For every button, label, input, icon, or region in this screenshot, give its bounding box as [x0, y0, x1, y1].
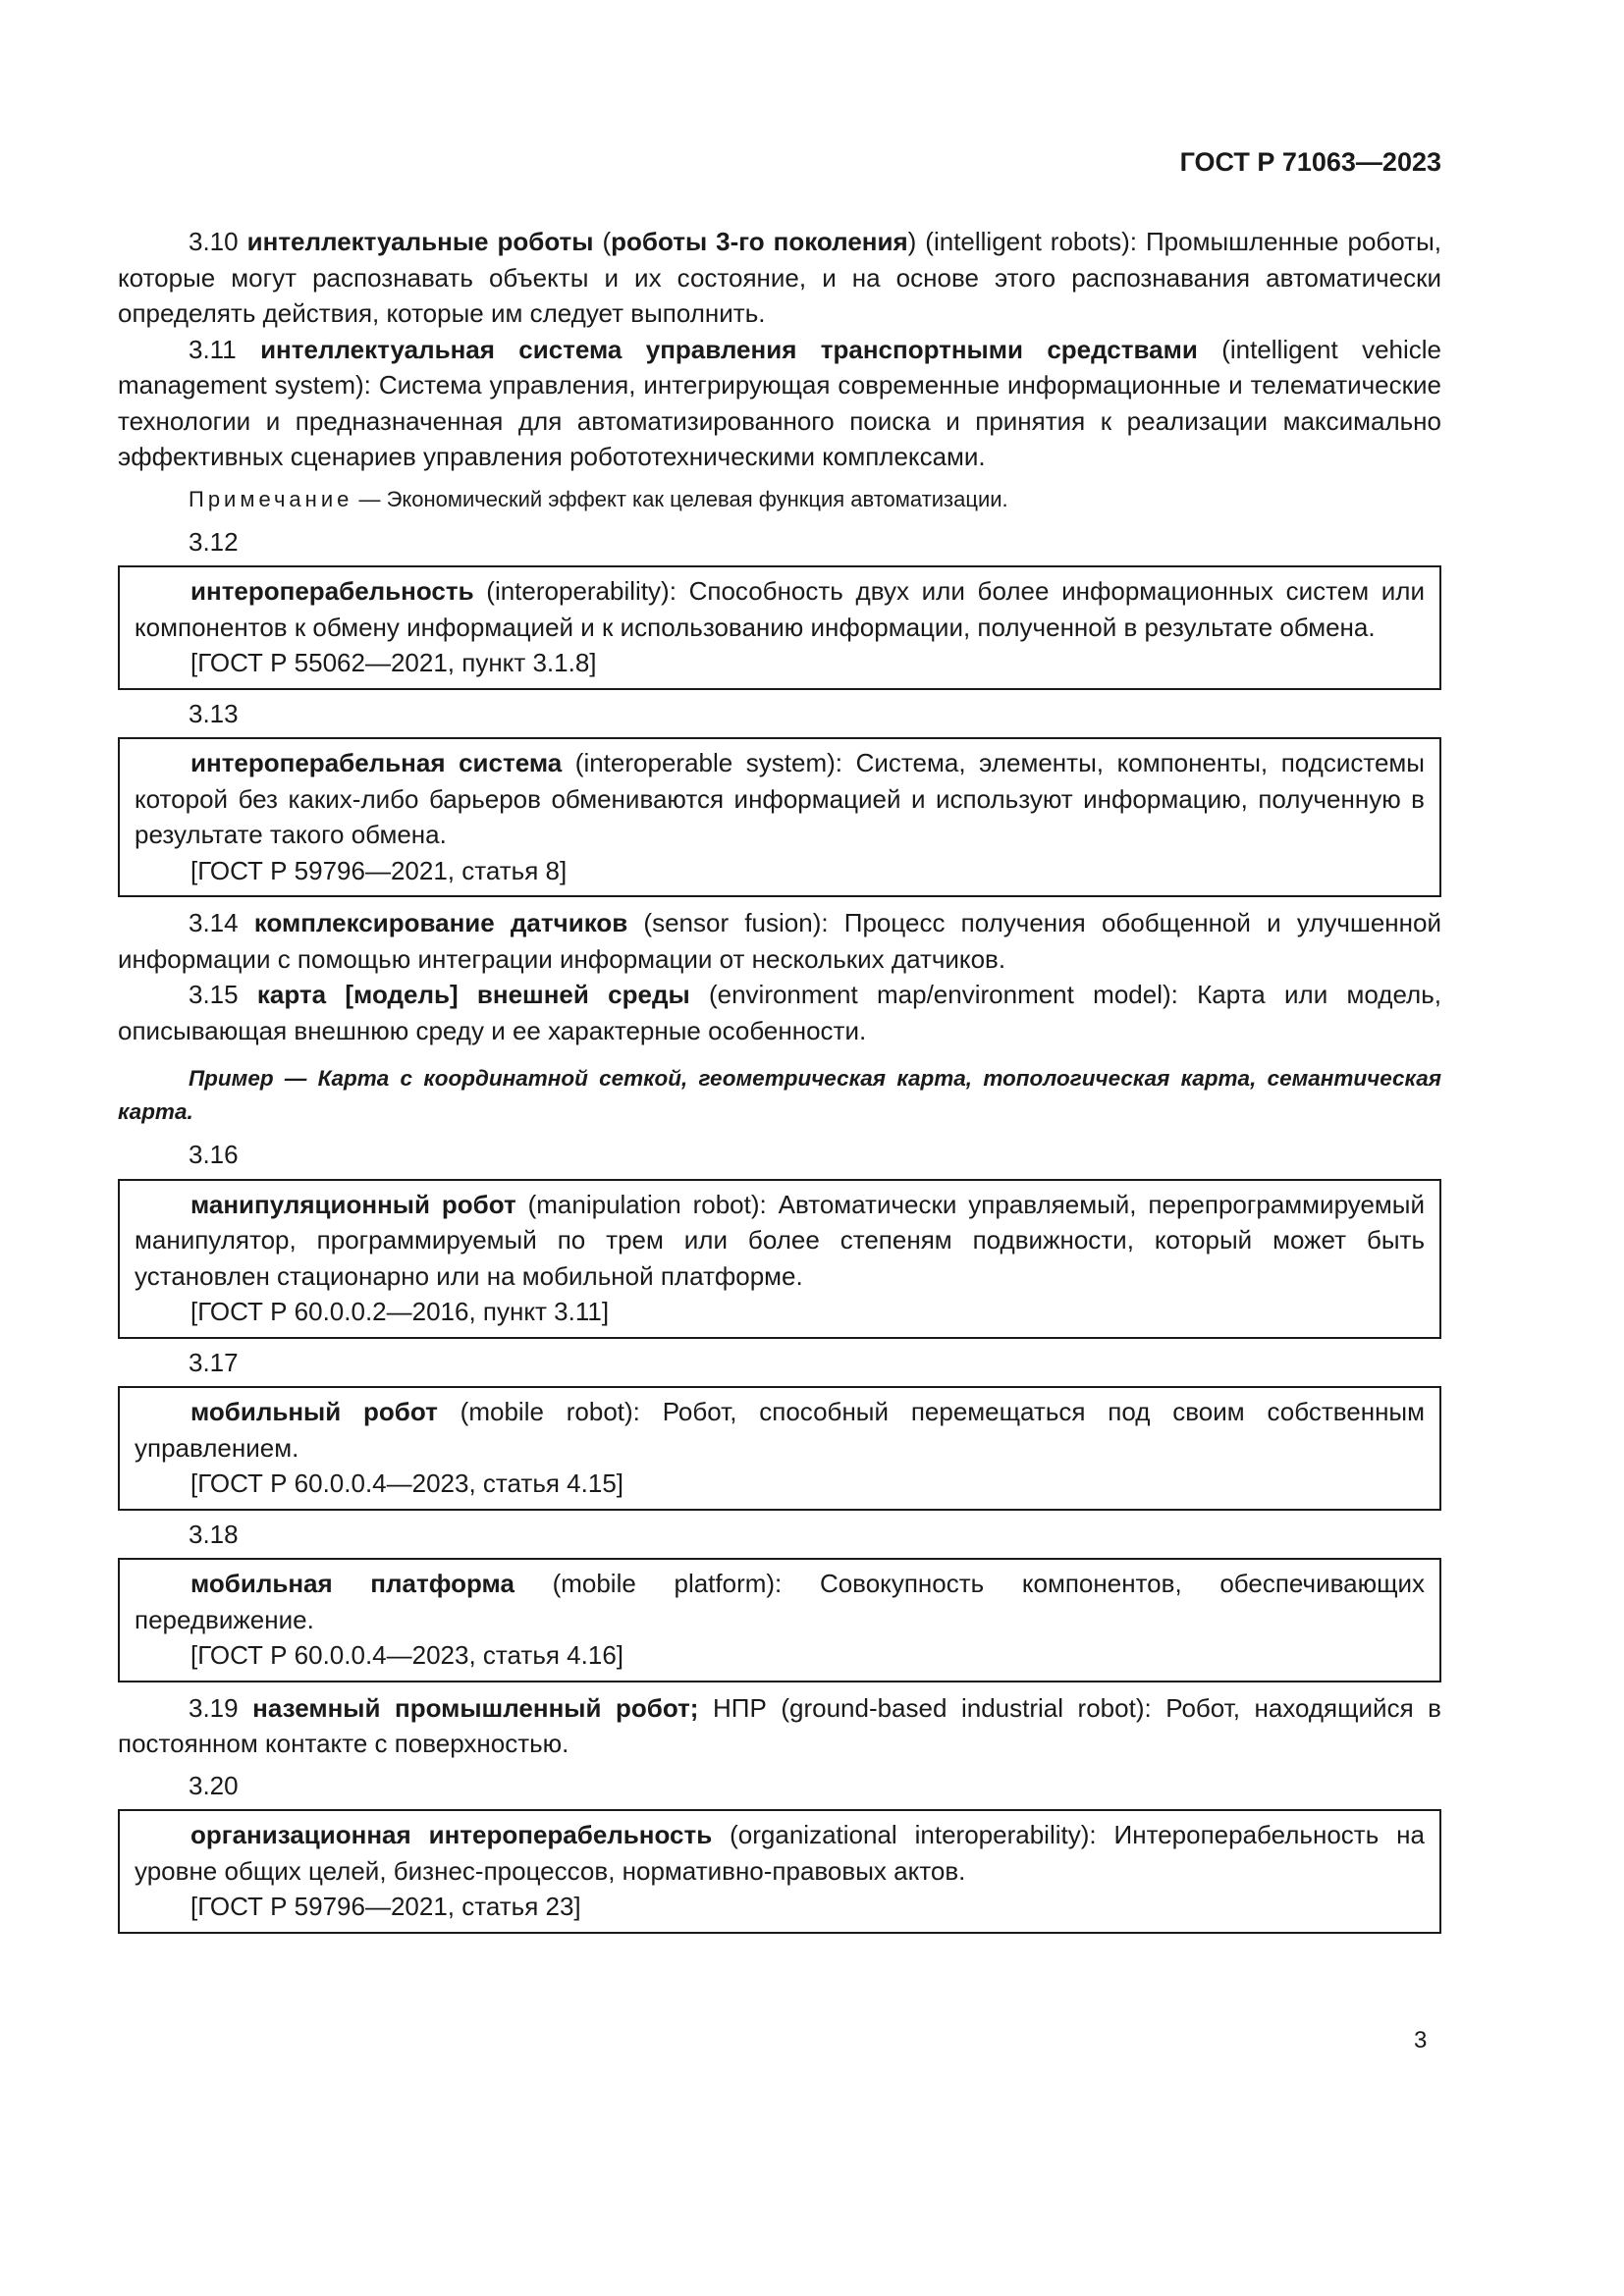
term-definition: (mobile robot): Робот, способный перемещаться под своим собственным управлением. — [135, 1397, 1425, 1463]
term-number-3-18: 3.18 — [189, 1519, 239, 1549]
term-name: интеллектуальные роботы — [246, 227, 594, 256]
term-name: карта [модель] внешней среды — [256, 980, 690, 1009]
term-reference: [ГОСТ Р 60.0.0.4—2023, статья 4.16] — [190, 1640, 623, 1670]
term-reference: [ГОСТ Р 60.0.0.2—2016, пункт 3.11] — [190, 1297, 610, 1326]
term-reference: [ГОСТ Р 60.0.0.4—2023, статья 4.15] — [190, 1468, 623, 1498]
term-reference: [ГОСТ Р 59796—2021, статья 23] — [190, 1892, 581, 1921]
term-definition: (organizational interoperability): Интероперабельность на уровне общих целей, бизнес-процессов, нормативно-правовых актов. — [135, 1820, 1425, 1886]
note-label: Примечание — [189, 486, 353, 511]
term-entry-3-17 — [135, 1394, 1425, 1466]
term-name: интероперабельная система — [190, 748, 563, 777]
term-number-3-16: 3.16 — [189, 1140, 239, 1169]
term-entry-3-16 — [135, 1187, 1425, 1295]
term-definition: (environment map/environment model): Карта или модель, описывающая внешнюю среду и ее характерные особенности. — [118, 980, 1441, 1045]
term-synonym: роботы 3-го поколения — [611, 227, 908, 256]
term-reference: [ГОСТ Р 59796—2021, статья 8] — [190, 855, 568, 885]
term-definition: (interoperable system): Система, элементы, компоненты, подсистемы которой без каких-либо барьеров обмениваются информацией и используют информацию, полученную в результате такого обмена. — [135, 748, 1425, 849]
term-definition: (intelligent vehicle management system): Система управления, интегрирующая современные информационные и телематические технологии и предназначенная для автоматизированного поиска и принятия к реализации максимально эффективных сценариев управления робототехническими комплексами. — [118, 334, 1442, 471]
term-name: мобильный робот — [190, 1397, 438, 1426]
term-box-3-18 — [118, 1558, 1441, 1682]
term-entry-3-19 — [118, 1690, 1441, 1762]
term-entry-3-10 — [118, 224, 1441, 332]
term-definition: (manipulation robot): Автоматически управляемый, перепрограммируемый манипулятор, программируемый по трем или более степеням подвижности, который может быть установлен стационарно или на мобильной платформе. — [135, 1189, 1425, 1291]
term-box-3-12 — [118, 565, 1441, 690]
term-box-3-17 — [118, 1386, 1441, 1511]
terms-section — [118, 224, 1441, 1934]
term-number-3-17: 3.17 — [189, 1347, 239, 1377]
term-definition: (mobile platform): Совокупность компонентов, обеспечивающих передвижение. — [135, 1569, 1425, 1634]
term-definition: ) (intelligent robots): Промышленные роботы, которые могут распознавать объекты и их состояние, и на основе этого распознавания автоматически определять действия, которые им следует выполнить. — [118, 227, 1442, 328]
term-reference: [ГОСТ Р 55062—2021, пункт 3.1.8] — [190, 648, 597, 677]
term-definition: (interoperability): Способность двух или более информационных систем или компонентов к обмену информацией и к использованию информации, полученной в результате обмена. — [135, 576, 1425, 642]
term-definition: НПР (ground-based industrial robot): Робот, находящийся в постоянном контакте с поверхностью. — [118, 1692, 1441, 1758]
term-entry-3-13 — [135, 745, 1425, 853]
term-entry-3-18 — [135, 1566, 1425, 1637]
term-name: комплексирование датчиков — [253, 908, 628, 937]
note-text: — Экономический эффект как целевая функция автоматизации. — [352, 486, 1008, 511]
example-3-15: Пример — Карта с координатной сеткой, геометрическая карта, топологическая карта, семантическая карта. — [118, 1066, 1441, 1124]
term-number: 3.14 — [189, 908, 239, 937]
term-box-3-13 — [118, 737, 1441, 897]
term-number-3-13: 3.13 — [189, 698, 239, 728]
term-bracket: ( — [593, 227, 612, 256]
term-name: мобильная платформа — [190, 1569, 514, 1598]
term-box-3-16 — [118, 1179, 1441, 1339]
term-number: 3.15 — [189, 980, 239, 1009]
term-name: манипуляционный робот — [190, 1189, 516, 1219]
term-entry-3-15 — [118, 977, 1441, 1048]
term-name: интеллектуальная система управления транспортными средствами — [260, 334, 1198, 364]
page-number: 3 — [1414, 2027, 1428, 2054]
term-name: наземный промышленный робот; — [252, 1692, 699, 1723]
term-number-3-12: 3.12 — [189, 526, 239, 557]
term-entry-3-20 — [135, 1817, 1425, 1889]
term-name: интероперабельность — [190, 576, 474, 606]
term-entry-3-12 — [135, 573, 1425, 645]
document-header: ГОСТ Р 71063—2023 — [1179, 147, 1441, 177]
term-entry-3-11 — [118, 332, 1441, 475]
term-name: организационная интероперабельность — [190, 1820, 713, 1849]
term-definition: (sensor fusion): Процесс получения обобщенной и улучшенной информации с помощью интеграции информации от нескольких датчиков. — [118, 908, 1441, 974]
term-box-3-20 — [118, 1809, 1441, 1934]
term-entry-3-14 — [118, 905, 1441, 977]
term-number: 3.19 — [189, 1692, 239, 1723]
term-number-3-20: 3.20 — [189, 1770, 239, 1800]
note-3-11 — [118, 483, 1441, 516]
term-number: 3.11 — [189, 334, 237, 364]
term-number: 3.10 — [189, 227, 239, 256]
